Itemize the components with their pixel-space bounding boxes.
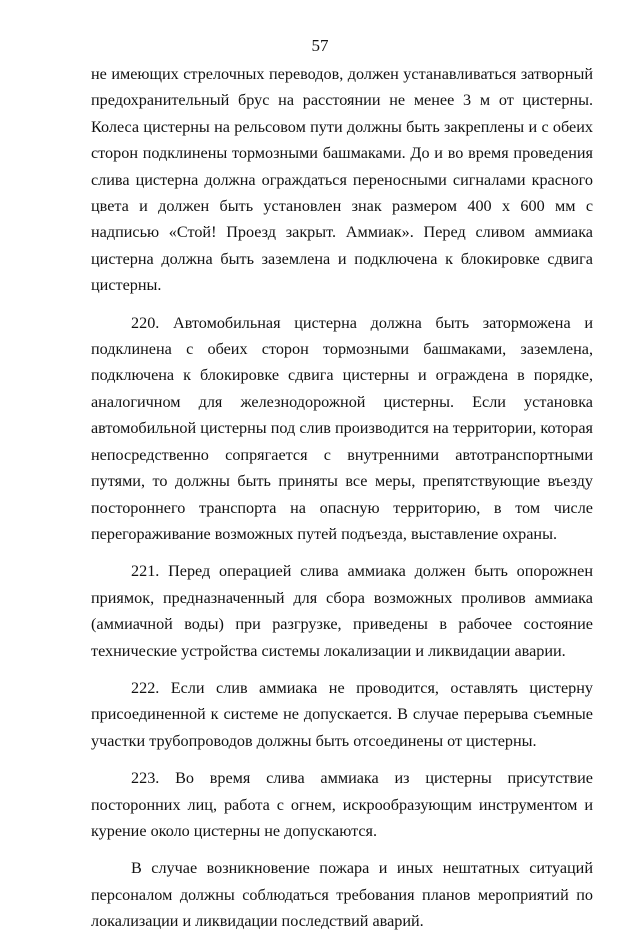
paragraph-continuation: не имеющих стрелочных переводов, должен устанавливаться затворный предохранительный брус на расстоянии не менее 3 м от цистерны. Колеса цистерны на рельсовом пути должны быть закреплены и с обеих сторон подклинены тормозными башмаками. До и во время проведения слива цистерна должна ограждаться переносными сигналами красного цвета и должен быть установлен знак размером 400 х 600 мм с надписью «Стой! Проезд закрыт. Аммиак». Перед сливом аммиака цистерна должна быть заземлена и подключена к блокировке сдвига цистерны. (91, 65, 593, 295)
paragraph-220: 220. Автомобильная цистерна должна быть заторможена и подклинена с обеих сторон тормозными башмаками, заземлена, подключена к блокировке сдвига цистерны и ограждена в порядке, аналогичном для железнодорожной цистерны. Если установка автомобильной цистерны под слив производится на территории, которая непосредственно сопрягается с внутренними автотранспортными путями, то должны быть приняты все меры, препятствующие въезду постороннего транспорта на опасную территорию, в том числе перегораживание возможных путей подъезда, выставление охраны. (91, 313, 593, 543)
document-body (91, 61, 593, 935)
page-number: 57 (311, 36, 329, 55)
paragraph-221: 221. Перед операцией слива аммиака должен быть опорожнен приямок, предназначенный для сбора возможных проливов аммиака (аммиачной воды) при разгрузке, приведены в рабочее состояние технические устройства системы локализации и ликвидации аварии. (91, 562, 593, 660)
paragraph-223: 223. Во время слива аммиака из цистерны присутствие посторонних лиц, работа с огнем, искрообразующим инструментом и курение около цистерны не допускаются. (91, 769, 593, 840)
paragraph-emergency: В случае возникновение пожара и иных нештатных ситуаций персоналом должны соблюдаться требования планов мероприятий по локализации и ликвидации последствий аварий. (91, 859, 593, 931)
paragraph-222: 222. Если слив аммиака не проводится, оставлять цистерну присоединенной к системе не допускается. В случае перерыва съемные участки трубопроводов должны быть отсоединены от цистерны. (91, 678, 593, 750)
